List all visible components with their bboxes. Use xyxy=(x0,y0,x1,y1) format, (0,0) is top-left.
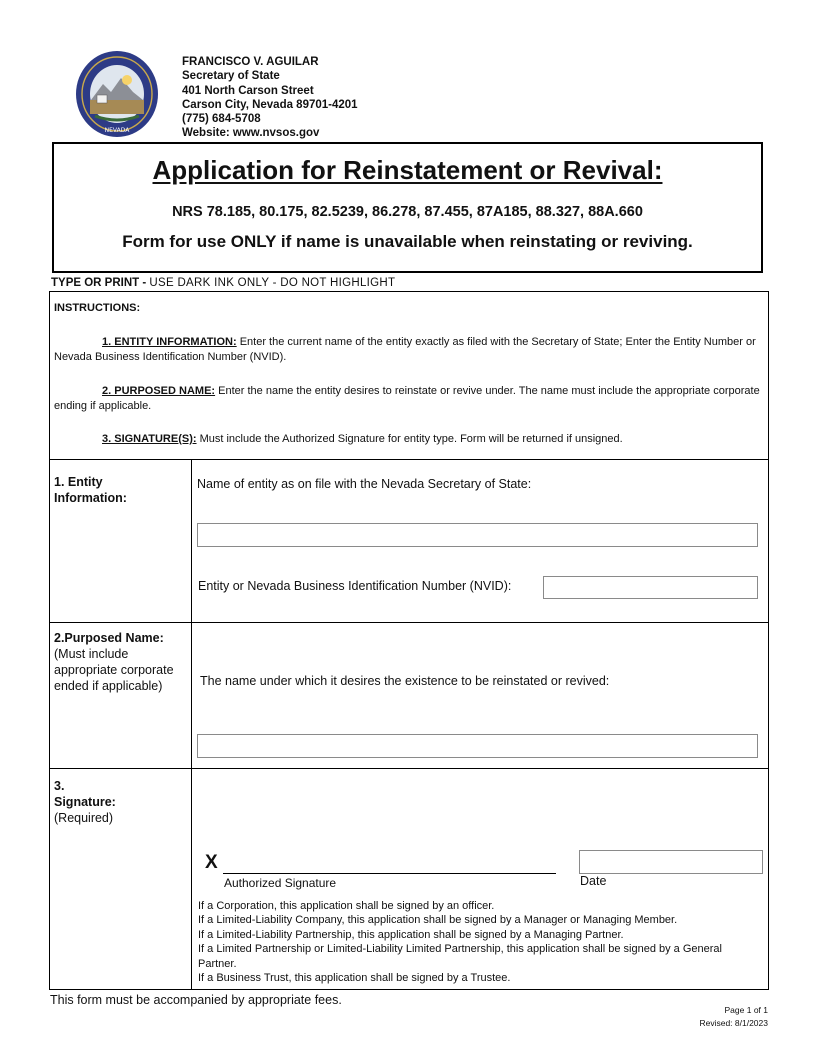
section1-label xyxy=(54,474,127,506)
signature-line[interactable] xyxy=(223,873,556,874)
section2-label-sub: ended if applicable) xyxy=(54,679,163,693)
section2-label-sub: appropriate corporate xyxy=(54,663,174,677)
divider xyxy=(50,622,768,623)
ink-instruction-bold: TYPE OR PRINT - xyxy=(51,277,150,289)
title-box xyxy=(52,142,763,273)
section2-label xyxy=(54,630,174,694)
svg-text:NEVADA: NEVADA xyxy=(104,127,130,134)
divider xyxy=(50,768,768,769)
nvid-label: Entity or Nevada Business Identification Number (NVID): xyxy=(198,579,512,593)
instruction-label: 1. ENTITY INFORMATION: xyxy=(102,336,237,348)
section3-label xyxy=(54,778,116,826)
ink-instruction xyxy=(51,277,395,289)
address-line-1: 401 North Carson Street xyxy=(182,84,314,97)
section3-label-line2: Signature: xyxy=(54,795,116,809)
section3-label-line1: 3. xyxy=(54,779,65,793)
instruction-label: 3. SIGNATURE(S): xyxy=(102,433,197,445)
instruction-item xyxy=(54,384,762,413)
entity-name-label: Name of entity as on file with the Nevada Secretary of State: xyxy=(197,477,532,491)
signer-requirements xyxy=(198,899,758,985)
purposed-name-input[interactable] xyxy=(197,734,758,758)
officer-title: Secretary of State xyxy=(182,70,280,83)
signature-x-mark: X xyxy=(205,852,218,873)
date-label: Date xyxy=(580,874,607,888)
nvid-input[interactable] xyxy=(543,576,758,599)
fees-note: This form must be accompanied by appropriate fees. xyxy=(50,993,342,1007)
column-divider xyxy=(191,459,192,990)
form-body xyxy=(49,291,769,990)
officer-name: FRANCISCO V. AGUILAR xyxy=(182,56,319,68)
date-input[interactable] xyxy=(579,850,763,874)
purposed-name-label: The name under which it desires the existence to be reinstated or revived: xyxy=(200,674,610,688)
instruction-label: 2. PURPOSED NAME: xyxy=(102,385,216,397)
signature-label: Authorized Signature xyxy=(224,876,337,890)
instruction-text: Must include the Authorized Signature for entity type. Form will be returned if unsigned. xyxy=(196,433,623,445)
section2-label-bold: 2.Purposed Name: xyxy=(54,631,164,645)
signer-note: If a Limited-Liability Company, this application shall be signed by a Manager or Managing Member. xyxy=(198,914,678,927)
statute-references: NRS 78.185, 80.175, 82.5239, 86.278, 87.455, 87A185, 88.327, 88A.660 xyxy=(172,204,643,220)
instructions-heading: INSTRUCTIONS: xyxy=(54,302,141,314)
page-number: Page 1 of 1 xyxy=(724,1005,768,1015)
nevada-state-seal xyxy=(75,50,159,138)
page-info xyxy=(699,1004,768,1029)
website: Website: www.nvsos.gov xyxy=(182,127,320,140)
phone-number: (775) 684-5708 xyxy=(182,113,261,126)
section2-label-sub: (Must include xyxy=(54,647,129,661)
section1-label-line2: Information: xyxy=(54,491,127,505)
signer-note: If a Limited-Liability Partnership, this application shall be signed by a Managing Partner. xyxy=(198,928,624,941)
form-title: Application for Reinstatement or Revival: xyxy=(152,155,663,185)
instruction-text: Enter the current name of the entity exactly as filed with the Secretary of State; Enter the Entity Number or Nevada Business Identification Number (NVID). xyxy=(54,336,756,363)
signer-note: If a Business Trust, this application shall be signed by a Trustee. xyxy=(198,972,511,985)
signer-note: If a Limited Partnership or Limited-Liability Limited Partnership, this application shall be signed by a General Partner. xyxy=(198,943,722,970)
ink-instruction-rest: USE DARK INK ONLY - DO NOT HIGHLIGHT xyxy=(149,277,396,289)
signer-note: If a Corporation, this application shall be signed by an officer. xyxy=(198,900,495,912)
section3-label-sub: (Required) xyxy=(54,811,114,825)
office-info xyxy=(182,55,358,141)
usage-note: Form for use ONLY if name is unavailable when reinstating or reviving. xyxy=(122,232,693,251)
entity-name-input[interactable] xyxy=(197,523,758,547)
instruction-item xyxy=(54,432,762,447)
divider xyxy=(50,459,768,460)
section1-label-line1: 1. Entity xyxy=(54,475,103,489)
revision-date: Revised: 8/1/2023 xyxy=(699,1017,768,1028)
instruction-item xyxy=(54,335,762,364)
instruction-text: Enter the name the entity desires to reinstate or revive under. The name must include the appropriate corporate ending if applicable. xyxy=(54,385,760,412)
address-line-2: Carson City, Nevada 89701-4201 xyxy=(182,98,358,111)
